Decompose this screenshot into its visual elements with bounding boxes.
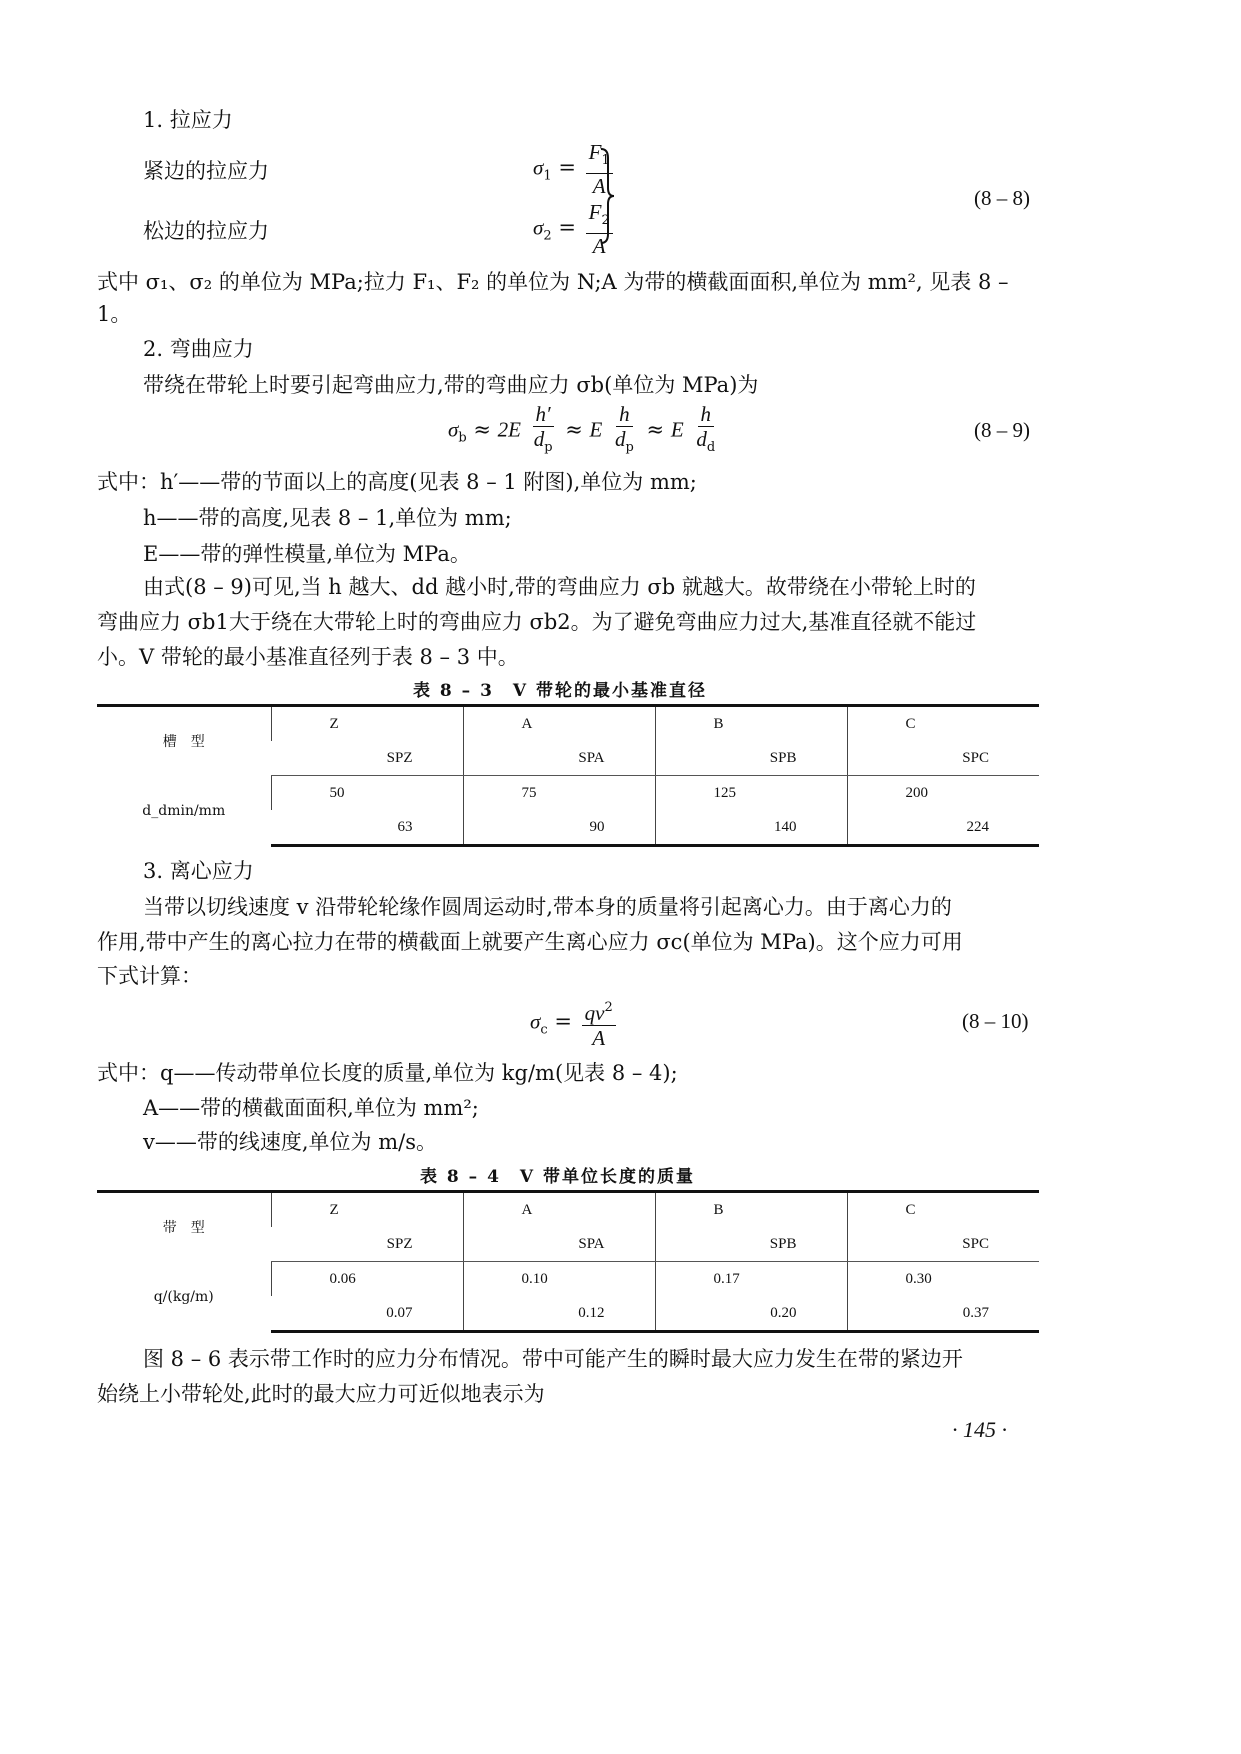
row-header-mass-per-length: q/(kg/m) xyxy=(153,1288,214,1305)
equation-centrifugal: $\sigma_c$ = $\frac{qv^2}{A}$ xyxy=(530,996,619,1050)
type-cell: SPC xyxy=(847,741,1039,776)
value-cell: 200 xyxy=(847,776,1039,811)
value-cell: 0.12 xyxy=(463,1296,655,1332)
section-heading-tensile-stress: 1. 拉应力 xyxy=(143,108,233,132)
type-cell: A xyxy=(463,706,655,742)
equation-number: (8 – 10) xyxy=(962,1009,1029,1033)
where-line: h——带的高度,见表 8 – 1,单位为 mm; xyxy=(143,506,512,530)
value-cell: 140 xyxy=(655,810,847,846)
value-cell: 90 xyxy=(463,810,655,846)
note-line: 1。 xyxy=(97,302,132,326)
table-row xyxy=(97,706,1039,742)
value-cell: 75 xyxy=(463,776,655,811)
type-cell: Z xyxy=(271,706,463,742)
where-line: 式中：h′——带的节面以上的高度(见表 8 – 1 附图),单位为 mm; xyxy=(97,470,697,494)
section-heading-centrifugal-stress: 3. 离心应力 xyxy=(143,859,254,883)
tight-side-label: 紧边的拉应力 xyxy=(143,159,269,183)
type-cell: SPA xyxy=(463,1227,655,1262)
paragraph-line: 图 8 – 6 表示带工作时的应力分布情况。带中可能产生的瞬时最大应力发生在带的紧边开 xyxy=(143,1347,963,1371)
loose-side-label: 松边的拉应力 xyxy=(143,219,269,243)
paragraph-line: 小。V 带轮的最小基准直径列于表 8 – 3 中。 xyxy=(97,645,519,669)
fraction: $\frac{F_2}{A}$ xyxy=(586,200,613,258)
row-header-belt-type: 带 型 xyxy=(97,1192,271,1262)
type-cell: Z xyxy=(271,1192,463,1228)
row-header-groove-type: 槽 型 xyxy=(97,706,271,776)
paragraph-line: 作用,带中产生的离心拉力在带的横截面上就要产生离心应力 σc(单位为 MPa)。这个应力可用 xyxy=(97,930,963,954)
equation-sigma1: $\sigma_1$ = $\frac{F_1}{A}$ xyxy=(533,140,616,198)
section-heading-bending-stress: 2. 弯曲应力 xyxy=(143,337,254,361)
paragraph-line: 当带以切线速度 v 沿带轮轮缘作圆周运动时,带本身的质量将引起离心力。由于离心力的 xyxy=(143,895,952,919)
value-cell: 125 xyxy=(655,776,847,811)
paragraph-line: 弯曲应力 σb1大于绕在大带轮上时的弯曲应力 σb2。为了避免弯曲应力过大,基准直径就不能过 xyxy=(97,610,977,634)
table-caption: 表 8 – 3 V 带轮的最小基准直径 xyxy=(413,681,708,701)
type-cell: SPB xyxy=(655,1227,847,1262)
value-cell: 0.20 xyxy=(655,1296,847,1332)
row-header-ddmin: d_dmin/mm xyxy=(142,802,226,819)
type-cell: SPA xyxy=(463,741,655,776)
type-cell: SPZ xyxy=(271,741,463,776)
where-line: 式中：q——传动带单位长度的质量,单位为 kg/m(见表 8 – 4); xyxy=(97,1061,678,1085)
paragraph-line: 下式计算： xyxy=(97,964,202,988)
value-cell: 0.07 xyxy=(271,1296,463,1332)
fraction: $\frac{qv^2}{A}$ xyxy=(582,996,616,1050)
table-row xyxy=(97,776,1039,811)
page-number: · 145 · xyxy=(952,1417,1007,1442)
belt-mass-table xyxy=(97,1190,1039,1333)
fraction: $\frac{F_1}{A}$ xyxy=(586,140,613,198)
value-cell: 0.17 xyxy=(655,1262,847,1297)
type-cell: SPZ xyxy=(271,1227,463,1262)
equation-number: (8 – 9) xyxy=(974,418,1030,442)
fraction: $\frac{h}{d_p}$ xyxy=(615,402,634,455)
fraction: $\frac{h}{d_d}$ xyxy=(696,402,716,455)
right-brace xyxy=(598,146,618,251)
type-cell: SPC xyxy=(847,1227,1039,1262)
value-cell: 0.10 xyxy=(463,1262,655,1297)
type-cell: A xyxy=(463,1192,655,1228)
table-caption: 表 8 – 4 V 带单位长度的质量 xyxy=(420,1167,696,1187)
value-cell: 63 xyxy=(271,810,463,846)
where-line: E——带的弹性模量,单位为 MPa。 xyxy=(143,542,471,566)
equation-number: (8 – 8) xyxy=(974,186,1030,210)
where-line: A——带的横截面面积,单位为 mm²; xyxy=(143,1096,479,1120)
type-cell: B xyxy=(655,706,847,742)
type-cell: SPB xyxy=(655,741,847,776)
value-cell: 0.30 xyxy=(847,1262,1039,1297)
min-pitch-diameter-table xyxy=(97,704,1039,847)
type-cell: B xyxy=(655,1192,847,1228)
where-line: v——带的线速度,单位为 m/s。 xyxy=(143,1130,437,1154)
value-cell: 50 xyxy=(271,776,463,811)
value-cell: 0.37 xyxy=(847,1296,1039,1332)
note-line: 式中 σ₁、σ₂ 的单位为 MPa;拉力 F₁、F₂ 的单位为 N;A 为带的横截面面积,单位为 mm², 见表 8 – xyxy=(97,270,1009,294)
paragraph-line: 带绕在带轮上时要引起弯曲应力,带的弯曲应力 σb(单位为 MPa)为 xyxy=(143,373,759,397)
fraction: $\frac{h'}{d_p}$ xyxy=(533,402,553,455)
type-cell: C xyxy=(847,1192,1039,1228)
paragraph-line: 由式(8 – 9)可见,当 h 越大、dd 越小时,带的弯曲应力 σb 就越大。故带绕在小带轮上时的 xyxy=(143,575,976,599)
paragraph-line: 始绕上小带轮处,此时的最大应力可近似地表示为 xyxy=(97,1382,545,1406)
type-cell: C xyxy=(847,706,1039,742)
value-cell: 0.06 xyxy=(271,1262,463,1297)
value-cell: 224 xyxy=(847,810,1039,846)
table-row xyxy=(97,1192,1039,1228)
table-row xyxy=(97,1262,1039,1297)
equation-bending: $\sigma_b \approx 2E$ $\frac{h'}{d_p}$ ≈ E $\frac{h}{d_p}$ ≈ E $\frac{h}{d_d}$ xyxy=(448,402,721,460)
equation-sigma2: $\sigma_2$ = $\frac{F_2}{A}$ xyxy=(533,200,616,258)
